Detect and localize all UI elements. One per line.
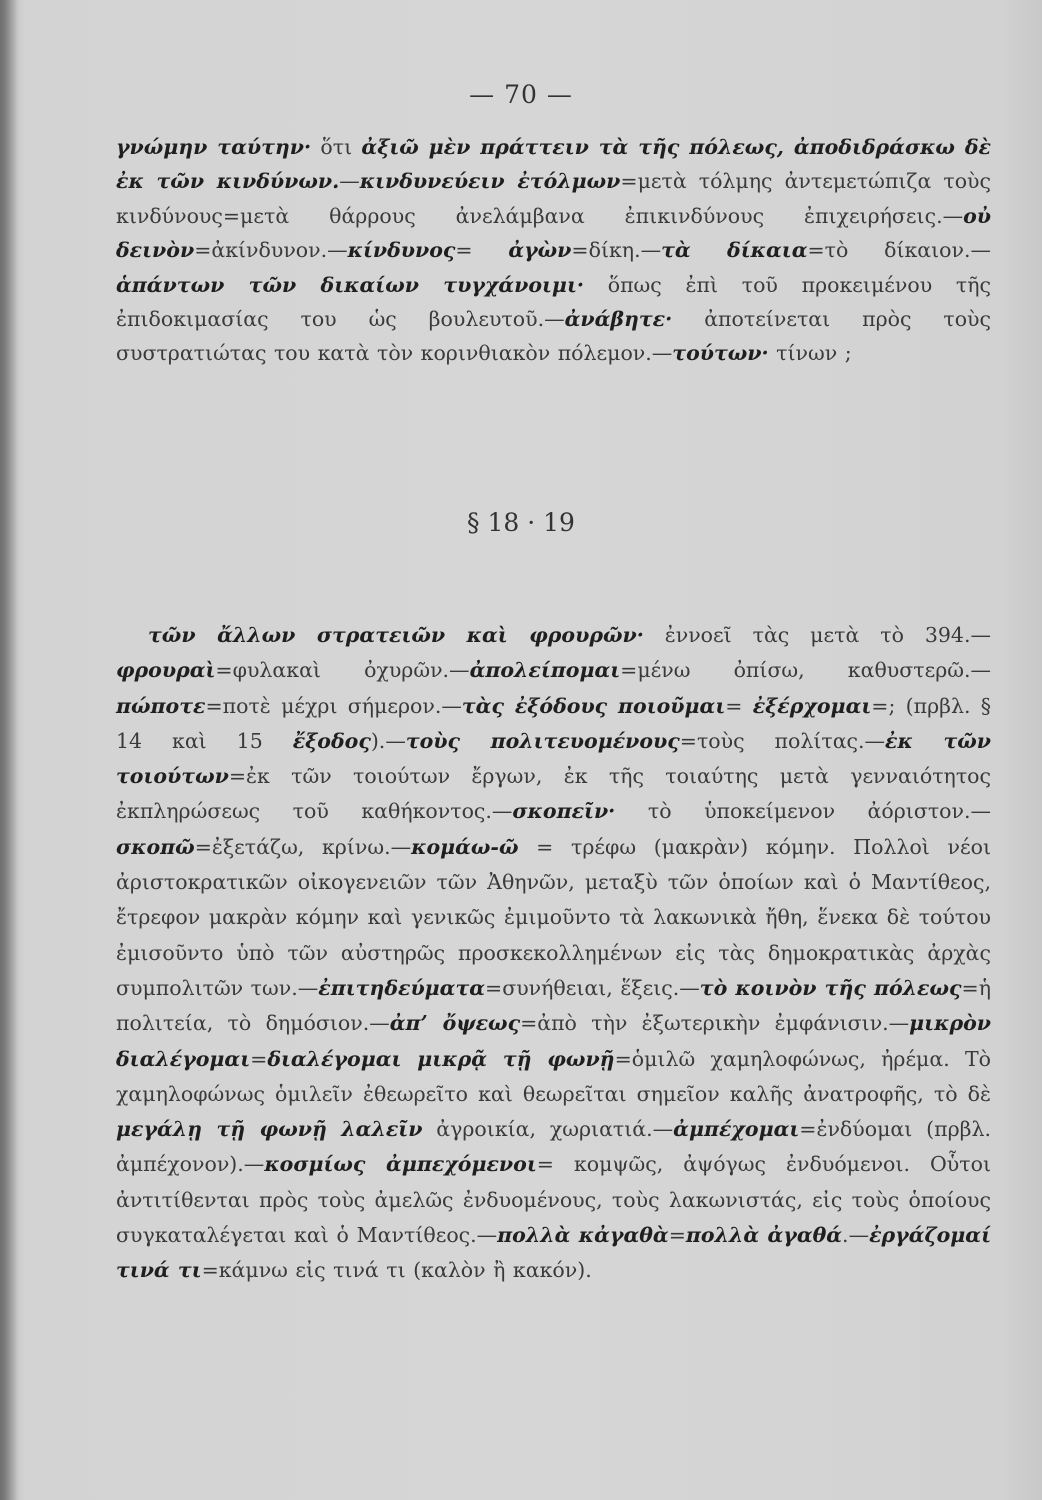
lemma: κοσμίως ἀμπεχόμενοι	[264, 1152, 537, 1177]
lemma: κομάω-ῶ	[411, 834, 519, 859]
gloss: =ὁμιλῶ χαμηλοφώνως, ἠρέμα. Τὸ χαμηλοφώνως ὁμιλεῖν ἐθεωρεῖτο καὶ θεωρεῖται σημεῖον καλῆς ἀνατροφῆς, τὸ δὲ	[116, 1046, 991, 1106]
lemma: ἀμπέχομαι	[673, 1117, 800, 1142]
gloss: =τὸ δίκαιον.—	[807, 238, 991, 263]
lemma: ἀπ’ ὄψεως	[389, 1011, 521, 1036]
gloss: ὅπως ἐπὶ τοῦ προκειμένου τῆς ἐπιδοκιμασίας του ὡς βουλευτοῦ.—	[116, 272, 991, 332]
lemma: κινδυνεύειν ἐτόλμων	[359, 169, 621, 194]
lemma: πώποτε	[116, 693, 206, 718]
gloss: = κομψῶς, ἀψόγως ἐνδυόμενοι. Οὗτοι ἀντιτίθενται πρὸς τοὺς ἀμελῶς ἐνδυομένους, τοὺς λακωνιστάς, εἰς τοὺς ὁποίους συγκαταλέγεται καὶ ὁ Μαντίθεος.—	[116, 1152, 991, 1248]
lemma: γνώμην ταύτην·	[116, 135, 312, 159]
gloss: =	[455, 238, 509, 263]
lemma: οὐ δεινὸν	[116, 203, 991, 263]
gloss: =	[668, 1223, 686, 1248]
gloss: =ἐνδύομαι (πρβλ. ἀμπέχονον).—	[116, 1117, 991, 1177]
lemma: ἐπιτηδεύματα	[318, 975, 486, 1000]
gloss: =ἐξετάζω, κρίνω.—	[194, 834, 412, 859]
lemma: τοὺς πολιτευομένους	[405, 728, 680, 753]
page-binding-shadow	[0, 0, 18, 1500]
lemma: διαλέγομαι μικρᾷ τῇ φωνῇ	[267, 1046, 615, 1071]
lemma: τῶν ἄλλων στρατειῶν καὶ φρουρῶν·	[148, 623, 644, 647]
lemma: ἐξέρχομαι	[752, 693, 872, 718]
lemma: τὰς ἐξόδους ποιοῦμαι	[461, 693, 726, 718]
gloss: =δίκη.—	[571, 238, 662, 263]
gloss: = τρέφω (μακρὰν) κόμην. Πολλοὶ νέοι ἀριστοκρατικῶν οἰκογενειῶν τῶν Ἀθηνῶν, μεταξὺ τῶν ὁποίων καὶ ὁ Μαντίθεος, ἔτρεφον μακρὰν κόμην καὶ γενικῶς ἐμιμοῦντο τὰ λακωνικὰ ἤθη, ἕνεκα δὲ τούτου ἐμισοῦντο ὑπὸ τῶν αὐστηρῶς προσκεκολλημένων εἰς τὰς δημοκρατικὰς ἀρχὰς συμπολιτῶν των.—	[116, 834, 991, 1000]
lemma: σκοπεῖν·	[512, 799, 616, 824]
gloss: ἀγροικία, χωριατιά.—	[422, 1117, 674, 1142]
gloss: =μετὰ τόλμης ἀντεμετώπιζα τοὺς κινδύνους=μετὰ θάρρους ἀνελάμβανα ἐπικινδύνους ἐπιχειρήσεις.—	[116, 169, 991, 228]
gloss: —	[339, 169, 360, 194]
gloss: ὅτι	[311, 135, 362, 159]
lemma: ἀξιῶ μὲν πράττειν τὰ τῆς πόλεως, ἀποδιδράσκω δὲ ἐκ τῶν κινδύνων.	[116, 135, 991, 194]
lemma: φρουραὶ	[116, 658, 216, 683]
gloss: .—	[842, 1223, 870, 1248]
commentary-paragraph-2	[116, 618, 991, 1289]
gloss: =ἐκ τῶν τοιούτων ἔργων, ἐκ τῆς τοιαύτης μετὰ γενναιότητος ἐκπληρώσεως τοῦ καθήκοντος.—	[116, 764, 991, 824]
gloss: =ἡ πολιτεία, τὸ δημόσιον.—	[116, 975, 991, 1036]
lemma: ἀνάβητε·	[564, 307, 673, 332]
gloss: ἀποτείνεται πρὸς τοὺς συστρατιώτας του κατὰ τὸν κορινθιακὸν πόλεμον.—	[116, 307, 991, 366]
gloss: =ἀπὸ τὴν ἐξωτερικὴν ἐμφάνισιν.—	[520, 1011, 910, 1036]
commentary-paragraph-1	[116, 130, 991, 371]
lemma: πολλὰ ἀγαθά	[685, 1223, 843, 1248]
gloss: =; (πρβλ. § 14 καὶ 15	[116, 693, 992, 753]
lemma: ἀπολείπομαι	[469, 658, 621, 683]
gloss: =ποτὲ μέχρι σήμερον.—	[205, 693, 462, 718]
gloss: ἐννοεῖ τὰς μετὰ τὸ 394.—	[643, 623, 991, 647]
lemma: τὸ κοινὸν τῆς πόλεως	[699, 975, 962, 1000]
lemma: τούτων·	[672, 341, 769, 366]
gloss: =	[250, 1046, 268, 1071]
section-heading: § 18 · 19	[467, 508, 575, 537]
gloss: =φυλακαὶ ὀχυρῶν.—	[215, 658, 470, 683]
gloss: =κάμνω εἰς τινά τι (καλὸν ἢ κακόν).	[201, 1258, 592, 1283]
lemma: τὰ δίκαια	[661, 238, 808, 263]
page-number: — 70 —	[469, 80, 573, 109]
lemma: ἁπάντων τῶν δικαίων τυγχάνοιμι·	[116, 272, 584, 297]
gloss: =τοὺς πολίτας.—	[679, 728, 886, 753]
lemma: ἐργάζομαί τινά τι	[116, 1223, 991, 1283]
lemma: μεγάλῃ τῇ φωνῇ λαλεῖν	[116, 1117, 423, 1142]
gloss: =ἀκίνδυνον.—	[194, 238, 348, 263]
gloss: =συνήθειαι, ἕξεις.—	[485, 975, 700, 1000]
lemma: κίνδυνος	[347, 238, 456, 263]
lemma: ἔξοδος	[292, 728, 371, 753]
lemma: ἀγὼν	[508, 238, 572, 263]
lemma: σκοπῶ	[116, 834, 195, 859]
lemma: ἐκ τῶν τοιούτων	[116, 728, 991, 789]
gloss: τίνων ;	[768, 341, 852, 366]
lemma: πολλὰ κἀγαθὰ	[497, 1223, 669, 1248]
gloss: =μένω ὀπίσω, καθυστερῶ.—	[620, 658, 991, 683]
lemma: μικρὸν διαλέγομαι	[116, 1011, 991, 1071]
gloss: =	[725, 693, 753, 718]
gloss: τὸ ὑποκείμενον ἀόριστον.—	[615, 799, 991, 824]
gloss: ).—	[370, 728, 406, 753]
